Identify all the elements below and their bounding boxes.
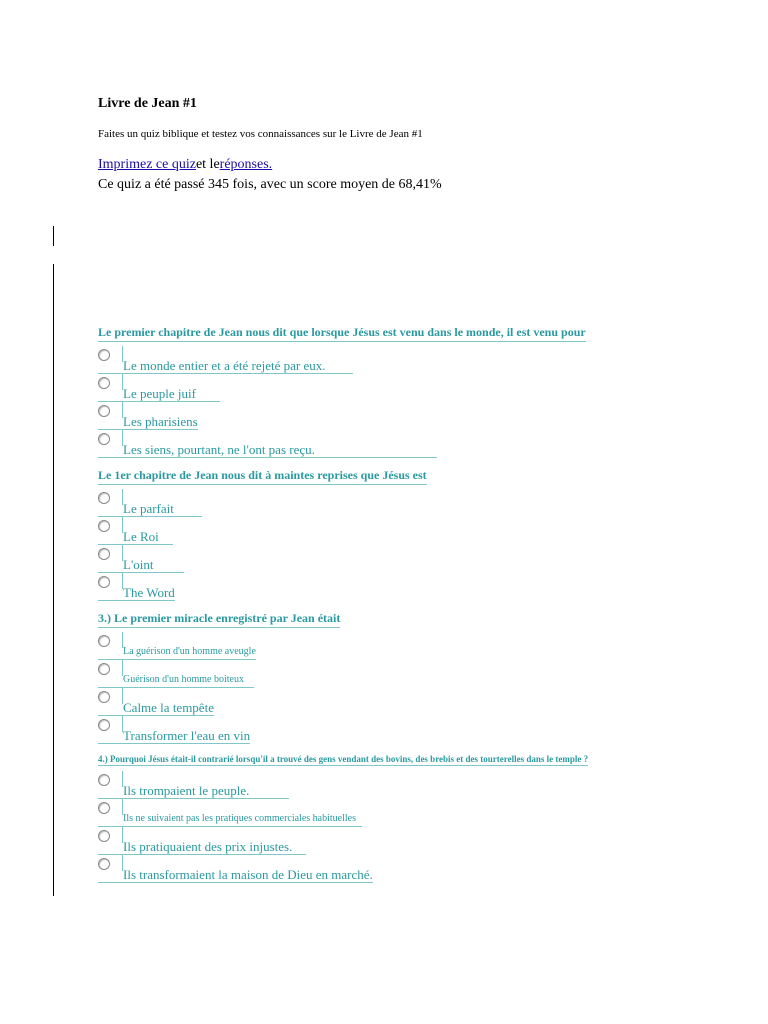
option-label: Le monde entier et a été rejeté par eux.	[98, 358, 353, 374]
option-row[interactable]	[98, 632, 698, 660]
radio-button[interactable]	[98, 492, 110, 504]
question-4-options	[98, 771, 698, 883]
radio-button[interactable]	[98, 349, 110, 361]
print-quiz-link[interactable]: Imprimez ce quiz	[98, 157, 196, 172]
divider	[122, 489, 123, 505]
divider	[122, 688, 123, 704]
option-label: Ils transformaient la maison de Dieu en marché.	[98, 867, 373, 883]
quiz-stats: Ce quiz a été passé 345 fois, avec un score moyen de 68,41%	[98, 177, 442, 192]
question-1: Le premier chapitre de Jean nous dit que lorsque Jésus est venu dans le monde, il est venu pour	[98, 325, 586, 342]
divider	[122, 660, 123, 676]
option-label: Ils trompaient le peuple.	[98, 783, 289, 799]
divider	[122, 827, 123, 843]
radio-button[interactable]	[98, 719, 110, 731]
option-label: Le Roi	[98, 529, 173, 545]
option-row[interactable]	[98, 346, 698, 374]
question-3-options	[98, 632, 698, 744]
answers-link[interactable]: réponses.	[219, 157, 273, 172]
divider	[122, 374, 123, 390]
radio-button[interactable]	[98, 433, 110, 445]
radio-button[interactable]	[98, 520, 110, 532]
radio-button[interactable]	[98, 858, 110, 870]
radio-button[interactable]	[98, 802, 110, 814]
option-label: Le parfait	[98, 501, 202, 517]
quiz-subtitle: Faites un quiz biblique et testez vos connaissances sur le Livre de Jean #1	[98, 128, 423, 140]
question-4: 4.) Pourquoi Jésus était-il contrarié lorsqu'il a trouvé des gens vendant des bovins, des brebis et des tourterelles dans le temple ?	[98, 754, 589, 764]
left-margin-bar	[53, 264, 54, 896]
option-row[interactable]	[98, 855, 698, 883]
option-row[interactable]	[98, 374, 698, 402]
divider	[122, 573, 123, 589]
radio-button[interactable]	[98, 635, 110, 647]
question-1-options	[98, 346, 698, 458]
option-row[interactable]	[98, 573, 698, 601]
divider	[122, 430, 123, 446]
option-row[interactable]	[98, 716, 698, 744]
question-2-options	[98, 489, 698, 601]
option-label: Le peuple juif	[98, 386, 220, 402]
divider	[122, 716, 123, 732]
option-label: The Word	[98, 585, 175, 601]
option-label: Guérison d'un homme boiteux	[98, 672, 254, 688]
option-row[interactable]	[98, 430, 698, 458]
links-connector: et le	[195, 157, 220, 172]
divider	[122, 517, 123, 533]
divider	[122, 346, 123, 362]
links-line	[98, 157, 272, 173]
divider	[122, 771, 123, 787]
option-label: L'oint	[98, 557, 184, 573]
divider	[122, 799, 123, 815]
option-row[interactable]	[98, 402, 698, 430]
radio-button[interactable]	[98, 691, 110, 703]
radio-button[interactable]	[98, 830, 110, 842]
option-row[interactable]	[98, 545, 698, 573]
text-cursor-bar	[53, 226, 54, 246]
option-label: Calme la tempête	[98, 700, 214, 716]
option-label: Ils pratiquaient des prix injustes.	[98, 839, 306, 855]
quiz-title: Livre de Jean #1	[98, 96, 197, 111]
option-row[interactable]	[98, 827, 698, 855]
option-label: Les pharisiens	[98, 414, 198, 430]
radio-button[interactable]	[98, 377, 110, 389]
question-2: Le 1er chapitre de Jean nous dit à maintes reprises que Jésus est	[98, 468, 427, 485]
radio-button[interactable]	[98, 548, 110, 560]
option-row[interactable]	[98, 688, 698, 716]
option-label: Les siens, pourtant, ne l'ont pas reçu.	[98, 442, 437, 458]
radio-button[interactable]	[98, 576, 110, 588]
question-3: 3.) Le premier miracle enregistré par Jean était	[98, 611, 340, 628]
radio-button[interactable]	[98, 405, 110, 417]
radio-button[interactable]	[98, 774, 110, 786]
divider	[122, 632, 123, 648]
divider	[122, 402, 123, 418]
option-row[interactable]	[98, 771, 698, 799]
divider	[122, 545, 123, 561]
option-label: Ils ne suivaient pas les pratiques commerciales habituelles	[98, 811, 362, 827]
option-row[interactable]	[98, 799, 698, 827]
option-row[interactable]	[98, 489, 698, 517]
radio-button[interactable]	[98, 663, 110, 675]
option-row[interactable]	[98, 660, 698, 688]
divider	[122, 855, 123, 871]
option-label: La guérison d'un homme aveugle	[98, 644, 256, 660]
option-label: Transformer l'eau en vin	[98, 728, 250, 744]
option-row[interactable]	[98, 517, 698, 545]
quiz-form	[98, 323, 698, 883]
